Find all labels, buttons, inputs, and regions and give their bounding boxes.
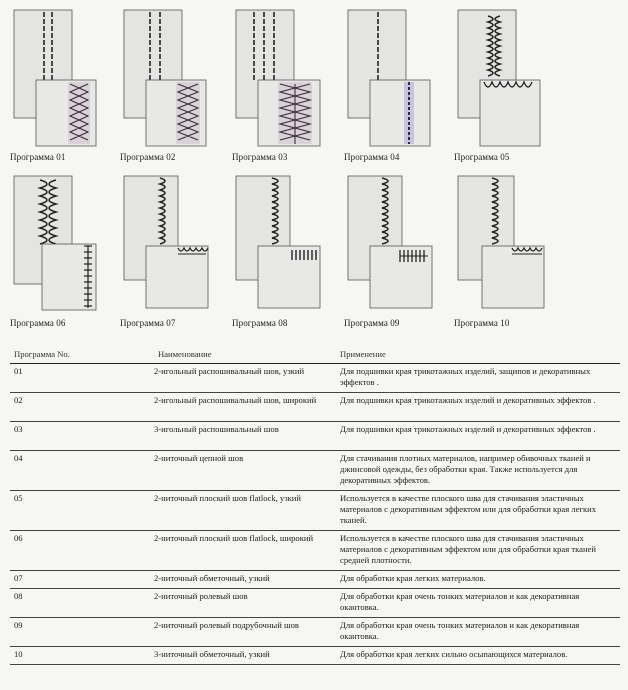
table-row	[10, 491, 620, 531]
header-program-no: Программа No.	[10, 344, 154, 364]
program-05-illustration	[454, 6, 572, 166]
header-name: Наименование	[154, 344, 336, 364]
cell-no: 04	[10, 451, 154, 491]
table-row	[10, 589, 620, 618]
table-row	[10, 422, 620, 451]
cell-use: Используется в качестве плоского шва для стачивания эластичных материалов с декоративным эффектом или для обработки края легких тканей.	[336, 491, 620, 531]
cell-no: 03	[10, 422, 154, 451]
cell-use: Для подшивки края трикотажных изделий и декоративных эффектов .	[336, 393, 620, 422]
program-label: Программа 09	[344, 318, 400, 328]
table-row	[10, 451, 620, 491]
cell-name: 2-игольный распошивальный шов, широкий	[154, 393, 336, 422]
cell-name: 3-ниточный обметочный, узкий	[154, 647, 336, 665]
program-label: Программа 07	[120, 318, 176, 328]
cell-use: Для подшивки края трикотажных изделий, защипов и декоративных эффектов .	[336, 364, 620, 393]
program-label: Программа 10	[454, 318, 510, 328]
program-label: Программа 04	[344, 152, 400, 162]
cell-use: Для подшивки края трикотажных изделий и декоративных эффектов .	[336, 422, 620, 451]
program-label: Программа 01	[10, 152, 66, 162]
program-08-diagram	[232, 172, 350, 332]
program-08-illustration	[232, 172, 350, 332]
cell-use: Используется в качестве плоского шва для стачивания эластичных материалов с декоративным эффектом или для обработки края тканей средней плотности.	[336, 531, 620, 571]
cell-name: 2-ниточный плоский шов flatlock, широкий	[154, 531, 336, 571]
cell-no: 02	[10, 393, 154, 422]
cell-use: Для обработки края очень тонких материалов и как декоративная окантовка.	[336, 618, 620, 647]
program-02-illustration	[120, 6, 238, 166]
cell-no: 08	[10, 589, 154, 618]
cell-use: Для обработки края очень тонких материалов и как декоративная окантовка.	[336, 589, 620, 618]
program-label: Программа 05	[454, 152, 510, 162]
program-03-illustration	[232, 6, 350, 166]
program-04-diagram	[344, 6, 462, 166]
cell-name: 2-игольный распошивальный шов, узкий	[154, 364, 336, 393]
cell-name: 2-ниточный плоский шов flatlock, узкий	[154, 491, 336, 531]
header-use: Применение	[336, 344, 620, 364]
table-row	[10, 571, 620, 589]
program-table	[10, 344, 620, 665]
table-row	[10, 531, 620, 571]
cell-no: 01	[10, 364, 154, 393]
cell-no: 06	[10, 531, 154, 571]
program-06-illustration	[10, 172, 128, 332]
cell-no: 07	[10, 571, 154, 589]
cell-name: 2-ниточный ролевый подрубочный шов	[154, 618, 336, 647]
program-label: Программа 03	[232, 152, 288, 162]
program-label: Программа 02	[120, 152, 176, 162]
program-01-illustration	[10, 6, 128, 166]
table-row	[10, 647, 620, 665]
table-row	[10, 364, 620, 393]
cell-name: 2-ниточный обметочный, узкий	[154, 571, 336, 589]
cell-use: Для обработки края легких сильно осыпающихся материалов.	[336, 647, 620, 665]
program-09-diagram	[344, 172, 462, 332]
table-row	[10, 393, 620, 422]
program-02-diagram	[120, 6, 238, 166]
program-03-diagram	[232, 6, 350, 166]
program-label: Программа 06	[10, 318, 66, 328]
program-10-diagram	[454, 172, 572, 332]
stitch-diagram-grid	[0, 0, 628, 340]
program-10-illustration	[454, 172, 572, 332]
program-09-illustration	[344, 172, 462, 332]
program-07-diagram	[120, 172, 238, 332]
program-05-diagram	[454, 6, 572, 166]
cell-name: 2-ниточный ролевый шов	[154, 589, 336, 618]
cell-use: Для обработки края легких материалов.	[336, 571, 620, 589]
cell-name: 2-ниточный цепной шов	[154, 451, 336, 491]
program-label: Программа 08	[232, 318, 288, 328]
program-07-illustration	[120, 172, 238, 332]
table-row	[10, 618, 620, 647]
program-01-diagram	[10, 6, 128, 166]
cell-no: 05	[10, 491, 154, 531]
program-04-illustration	[344, 6, 462, 166]
cell-use: Для стачивания плотных материалов, например обивочных тканей и джинсовой одежды, без обработки края. Также используется для декоративных эффектов.	[336, 451, 620, 491]
table-header-row	[10, 344, 620, 364]
cell-name: 3-игольный распошивальный шов	[154, 422, 336, 451]
cell-no: 10	[10, 647, 154, 665]
cell-no: 09	[10, 618, 154, 647]
program-06-diagram	[10, 172, 128, 332]
